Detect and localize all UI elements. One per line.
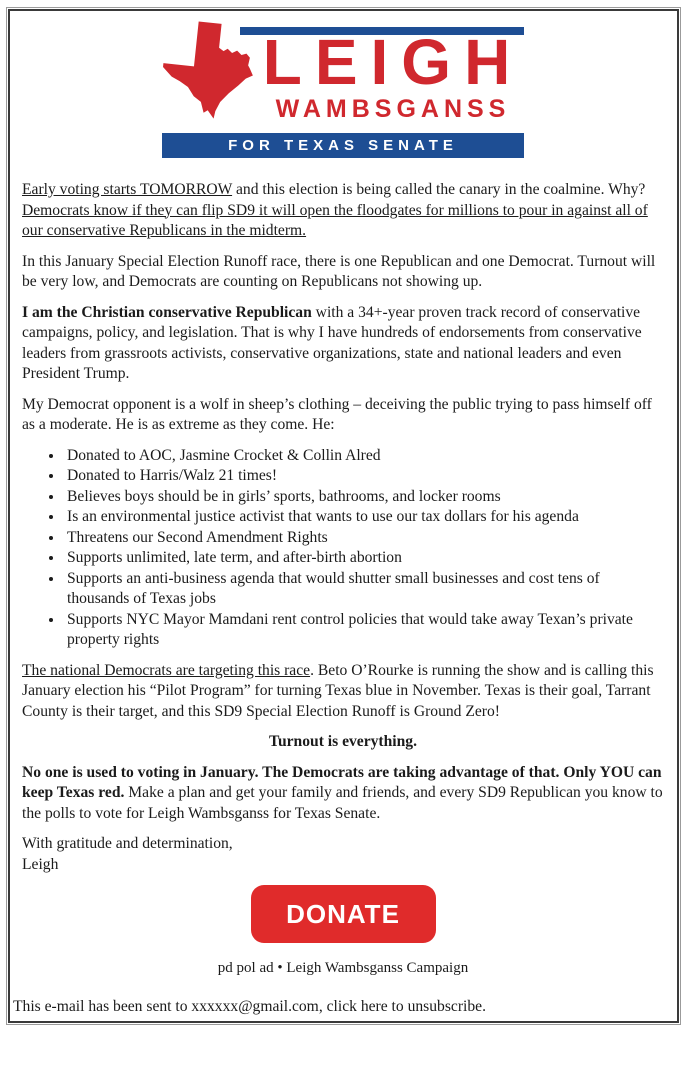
paragraph-track-record (22, 303, 664, 385)
paid-ad-disclaimer: pd pol ad • Leigh Wambsganss Campaign (217, 960, 469, 976)
footer-unsubscribe-line (13, 997, 486, 1016)
email-body (8, 9, 679, 1023)
donate-section (22, 885, 664, 943)
campaign-logo (162, 21, 524, 158)
footer-sent-to-text: This e-mail has been sent to xxxxxx@gmail.com, (13, 998, 327, 1015)
list-item: • Believes boys should be in girls’ sports, bathrooms, and locker rooms (64, 487, 664, 508)
signoff-line: With gratitude and determination, (22, 835, 233, 852)
list-item: • Is an environmental justice activist that wants to use our tax dollars for his agenda (64, 507, 664, 528)
underlined-targeting-race: The national Democrats are targeting this race (22, 661, 311, 679)
underlined-flip-sd9: Democrats know if they can flip SD9 it will open the floodgates for millions to pour in against all of our conservative Republicans in the midterm. (22, 201, 648, 239)
paragraph-early-voting (22, 180, 664, 242)
signoff (22, 834, 664, 875)
unsubscribe-link[interactable]: click here to unsubscribe. (326, 998, 486, 1015)
donate-button[interactable]: DONATE (251, 885, 436, 943)
logo-name-first: LEIGH (262, 26, 524, 98)
list-item: • Supports unlimited, late term, and after-birth abortion (64, 548, 664, 569)
paragraph-opponent: My Democrat opponent is a wolf in sheep’s clothing – deceiving the public trying to pass himself off as a moderate. He is as extreme as they come. He: (22, 395, 652, 433)
list-item: • Donated to Harris/Walz 21 times! (64, 466, 664, 487)
list-item: • Donated to AOC, Jasmine Crocket & Collin Alred (64, 446, 664, 467)
bold-christian-conservative: I am the Christian conservative Republican (22, 303, 312, 321)
opponent-bullet-list (22, 446, 664, 651)
paragraph-national-democrats (22, 661, 664, 723)
logo-banner: FOR TEXAS SENATE (162, 133, 524, 158)
paragraph-call-to-action (22, 763, 664, 825)
signoff-name: Leigh (22, 855, 59, 873)
text-run: Make a plan and get your family and friends, and every SD9 Republican you know to the polls to vote for Leigh Wambsganss for Texas Senate. (22, 784, 663, 822)
underlined-early-voting: Early voting starts TOMORROW (22, 181, 233, 198)
logo-name-last: WAMBSGANSS (275, 95, 511, 123)
turnout-line: Turnout is everything. (268, 733, 418, 750)
email-border-frame (6, 7, 681, 1025)
text-run: and this election is being called the canary in the coalmine. Why? (232, 181, 646, 198)
text-run: . Beto O’Rourke is running the show and is calling this January election his “Pilot Program” for turning Texas blue in November. Texas is their goal, Tarrant County is their target, and this SD9 Special Election Runoff is Ground Zero! (22, 661, 654, 720)
text-run: with a 34+-year proven track record of conservative campaigns, policy, and legislation. That is why I have hundreds of endorsements from conservative leaders from grassroots activists, conservative organizations, state and national leaders and even President Trump. (22, 303, 642, 382)
email-content (10, 11, 677, 977)
list-item: • Threatens our Second Amendment Rights (64, 528, 664, 549)
paragraph-runoff-race: In this January Special Election Runoff race, there is one Republican and one Democrat. Turnout will be very low, and Democrats are counting on Republicans not showing up. (22, 252, 656, 290)
list-item: • Supports NYC Mayor Mamdani rent control policies that would take away Texan’s private property rights (64, 610, 664, 651)
texas-state-icon (157, 17, 263, 123)
bold-keep-texas-red: No one is used to voting in January. The Democrats are taking advantage of that. Only YOU can keep Texas red. (22, 763, 662, 801)
list-item: • Supports an anti-business agenda that would shutter small businesses and cost tens of thousands of Texas jobs (64, 569, 664, 610)
